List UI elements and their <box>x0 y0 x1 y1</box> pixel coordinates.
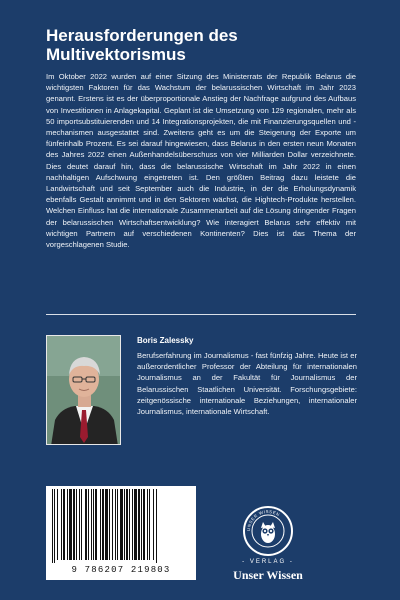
svg-text:UNSER WISSEN: UNSER WISSEN <box>245 508 281 532</box>
barcode-bar <box>112 489 113 560</box>
barcode-bar <box>153 489 154 560</box>
barcode-bar <box>79 489 80 560</box>
author-bio: Berufserfahrung im Journalismus - fast fünfzig Jahre. Heute ist er außerordentlicher Professor der Abteilung für internationalen Journalismus an der Fakultät für Journalismus der Belarussischen Staatlichen Universität. Forschungsgebiete: zeitgenössische internationale Beziehungen, internationaler Journalismus, internationale Wirtschaft. <box>137 351 357 417</box>
barcode-bars <box>46 486 196 564</box>
barcode-bar <box>105 489 108 560</box>
barcode-bar <box>124 489 125 560</box>
barcode-bar <box>129 489 130 560</box>
isbn-number: 9 786207 219803 <box>71 565 171 575</box>
barcode-bar <box>147 489 148 560</box>
barcode-bar <box>134 489 137 560</box>
barcode-bar <box>61 489 62 560</box>
barcode-bar <box>54 489 55 563</box>
author-name: Boris Zalessky <box>137 336 194 345</box>
isbn-barcode <box>46 486 196 580</box>
barcode-bar <box>63 489 65 560</box>
barcode-bar <box>117 489 118 560</box>
barcode-bar <box>76 489 77 560</box>
barcode-bar <box>120 489 123 560</box>
publisher-label: - VERLAG - <box>242 559 294 565</box>
section-divider <box>46 314 356 315</box>
barcode-bar <box>69 489 72 560</box>
barcode-bar <box>100 489 101 560</box>
barcode-bar <box>95 489 97 560</box>
barcode-bar <box>85 489 87 560</box>
book-title: Herausforderungen des Multivektorismus <box>46 26 238 64</box>
barcode-bar <box>91 489 92 560</box>
barcode-bar <box>156 489 157 563</box>
owl-icon <box>261 522 275 543</box>
barcode-bar <box>143 489 145 560</box>
barcode-bar <box>126 489 128 560</box>
barcode-bar <box>138 489 140 560</box>
publisher-logo <box>242 505 294 557</box>
barcode-bar <box>93 489 94 560</box>
author-portrait-illustration <box>47 336 121 445</box>
barcode-bar <box>73 489 75 560</box>
barcode-bar <box>109 489 110 560</box>
barcode-bar <box>149 489 150 560</box>
barcode-bar <box>52 489 53 563</box>
barcode-bar <box>57 489 58 560</box>
barcode-bar <box>81 489 82 560</box>
barcode-bar <box>132 489 133 560</box>
book-blurb: Im Oktober 2022 wurden auf einer Sitzung des Ministerrats der Republik Belarus die wichtigsten Faktoren für das Wachstum der belarussischen Wirtschaft im Jahr 2023 genannt. Erstens ist es der überproportionale Anstieg der Nachfrage aufgrund des Aufbaus von Investitionen in Anlagekapital. Geplant ist die Umsetzung von 129 regionalen, mehr als 50 importsubstituierenden und 14 Integrationsprojekten, die mit Finanzierungsquellen und -mechanismen ausgestattet sind. Zweitens geht es um die Steigerung der Exporte um fünfeinhalb Prozent. Es sei darauf hingewiesen, dass Belarus in den ersten neun Monaten des Jahres 2022 einen Außenhandelsüberschuss von vier Milliarden Dollar verzeichnete. Dies deutet darauf hin, dass die belarussische Wirtschaft im Jahr 2022 in einen nachhaltigen Aufschwung eingetreten ist. Den größten Beitrag dazu leistete die Landwirtschaft und seit September auch die Industrie, in der die Erholungsdynamik ebenfalls Gestalt annimmt und in den Sektoren wächst, die Hightech-Produkte herstellen. Welchen Einfluss hat die internationale Zusammenarbeit auf die Lösung dringender Fragen der belarussischen Wirtschaftsentwicklung? Wie interagiert Belarus sehr effektiv mit wichtigen Partnern auf verschiedenen Kontinenten? Dies ist das Thema der vorgeschlagenen Studie. <box>46 72 356 250</box>
barcode-bar <box>102 489 104 560</box>
author-photo <box>46 335 121 445</box>
barcode-bar <box>141 489 142 560</box>
publisher-name: Unser Wissen <box>233 568 303 582</box>
barcode-bar <box>115 489 116 560</box>
barcode-bar <box>88 489 89 560</box>
barcode-bar <box>67 489 68 560</box>
